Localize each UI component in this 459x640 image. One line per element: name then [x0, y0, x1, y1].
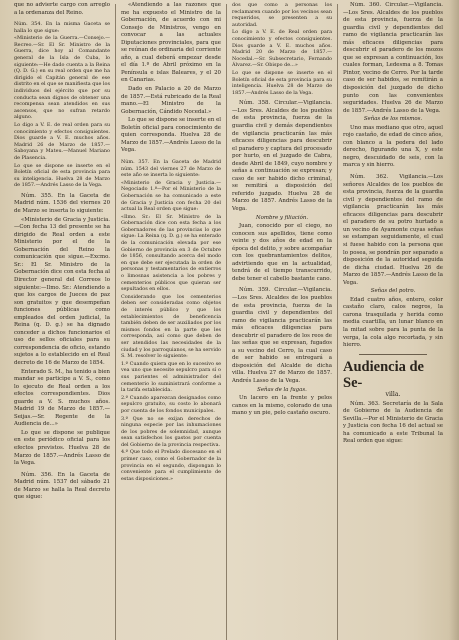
paragraph: Lo digo a V. E. de Real orden para conocimiento y efectos consiguientes. Dios guarde a V. E. muchos años. Madrid 20 de Marzo de 1857.—Nocedal.—Sr. Subsecretario, Fernando Álvarez.—Sr. Obispo de...»	[232, 29, 332, 69]
paragraph: Núm. 357. En la Gaceta de Madrid núm. 1543 del viernes 27 de Marzo de este año se inserta lo siguiente:	[121, 158, 221, 179]
paragraph: 2.º Cuando aparezcan designados como sepulcro gratuito, su costo lo abonará por cuenta de los fondos municipales.	[121, 394, 221, 414]
paragraph: Enterado S. M., ha tenido a bien mandar se participe a V. S., como lo ejecuto de Real orden a los efectos correspondientes. Dios guarde a V. S. muchos años. Madrid 19 de Marzo de 1857.—Seijas.—Sr. Regente de la Audiencia de...»	[14, 368, 110, 428]
paragraph: Juan, conocido por el ciego, no conocen sus apellidos, tiene como veinte y dos años de edad en la época del delito, y sobre acompañar con los quebrantamientos delitos, advirtiendo que en la actualidad, tendrá de el tiempo transcurrido, debe tener el cabello bastante cano.	[232, 223, 332, 282]
paragraph: Núm. 354. En la misma Gaceta se halla lo que sigue:	[14, 21, 110, 34]
paragraph: Señas de la fugas.	[257, 386, 307, 393]
section-divider	[359, 354, 427, 355]
paragraph: Señas de los mismos.	[363, 116, 423, 123]
paragraph: «Ministerio de Gracia y Justicia.—Negociado 1.º—Por el Ministerio de la Gobernación se ha comunicado a este de Gracia y Justicia con fecha 20 del actual la Real orden que sigue:	[121, 179, 221, 213]
paragraph: Núm. 360. Circular.—Vigilancia.—Los Sres. Alcaldes de los pueblos de esta provincia, fuerza de la guardia civil y dependientes del ramo de vigilancia practicarán las más eficaces diligencias para descubrir el paradero de los mozos que se expresan a continuación, los cuales forman, Ledesma a 8. Tomas Pintor, vecino de Cerro. Por la tarde caso de ser habidos, se remitirán a disposición del juzgado de dicho punto con las convenientes seguridades. Huelva 26 de Marzo de 1857.—Andrés Lasso de la Vega.	[343, 2, 443, 114]
paragraph: Considerando que los cementerios deben ser consideradas como objetos de interés público y que los establecimientos de beneficencia también deben de ser auxiliados por los mismos fondos en la parte que les corresponda, así como que deben de ser atendidos las necesidades de la ciudad y los parroquianos, se ha servido S. M. resolver lo siguiente:	[121, 293, 221, 360]
paragraph: que no advierte cargo con arreglo a la ordenanza del Reino.	[14, 2, 110, 16]
page-edge-shadow	[449, 0, 459, 640]
column-4	[343, 2, 443, 640]
paragraph: Núm. 358. Circular.—Vigilancia.—Los Sres. Alcaldes de los pueblos de esta provincia, fuerza de la guardia civil y demás dependientes de vigilancia practicarán las más eficaces diligencias para descubrir el paradero y captura del procesado por hurto, en el juzgado de Cabra, desde Abril de 1849, cuyo nombre y señas a continuación se expresan; y caso de ser habido dicho criminal, se remitirá a disposición del referido juzgado. Huelva 28 de Marzo de 1857. Andrés Lasso de la Vega.	[232, 100, 332, 212]
column-rule	[115, 4, 116, 640]
paragraph: 1.º Cuando quiera que en lo sucesivo se vea uno que necesite sepulcro para sí o sus parientes el administrador del cementerio lo suministrará conforme a la tarifa establecida.	[121, 360, 221, 394]
paragraph: «Ilmo. Sr.: El Sr. Ministro de la Gobernación dice con esta fecha a los Gobernadores de las provincias lo que sigue: La Reina (q. D. g.) se ha enterado de la comunicación elevada por ese Gobierno de provincia en 3 de Octubre de 1856, consultando acerca del modo en que debe ser ejecutada la orden de personas y testamentarios de entierros o limosnas asistencia a los pobres y cementerios públicos que quieran ser sepultados en ellos.	[121, 213, 221, 293]
paragraph: Uno mas mediano que otro, aquel rojo castaño, de edad de cinco años, con blanco a la pedera del lado derecho, figurando una X, y este negro, descuidado de seis, con la marca y sin hierro.	[343, 124, 443, 169]
paragraph: Edad cuatro años, entero, color castaño claro, calos negros, la carona trasquilada y herida como media cuartilla, un lunar blanco en la mitad sobre para la punta de la verga, la cola algo recortada, y sin hierro.	[343, 296, 443, 349]
paragraph: Lo digo a V. E. de real orden para su conocimiento y efectos consiguientes. Dios guarde a V. E. muchos años. Madrid 26 de Marzo de 1857.—Saboyana y Mateu.—Manuel Mariano de Plasencia.	[14, 122, 110, 161]
column-rule	[226, 4, 227, 640]
paragraph: Lo que se dispone se publique en este periódico oficial para los efectos previstos. Huelva 28 de Marzo de 1857.—Andrés Lasso de la Vega.	[14, 429, 110, 467]
paragraph: Lo que se dispone se inserte en el Boletín oficial de esta provincia para su inteligencia. Huelva 28 de Marzo de 1857.—Andrés Lasso de la Vega.	[232, 69, 332, 96]
paragraph: Dado en Palacio a 20 de Marzo de 1857.—Está rubricado de la Real mano.—El Ministro de la Gobernación, Cándido Nocedal.»	[121, 86, 221, 115]
paragraph: «Atendiendo a las razones que me ha expuesto el Ministro de la Gobernación, de acuerdo con mi Consejo de Ministros, vengo en convocar a las actuales Diputaciones provinciales, para que se reúnan de ordinaria del corriente año, a cual deberá empezar desde el día 1.º de Abril próximo en la Península e islas Baleares, y el 20 en Canarias.	[121, 2, 221, 84]
paragraph: Señas del potro.	[370, 288, 416, 295]
paragraph: Núm. 362. Vigilancia.—Los señores Alcaldes de los pueblos de esta provincia, fuerza de la guardia civil y dependientes del ramo de vigilancia practicarán las más eficaces diligencias para descubrir el paradero de su potro hurtado a un vecino de Ayamonte cuyas señas se estampan seguidamente, el cual si fuese habido con la persona que lo posea, se pondrán por separado a disposición de la autoridad seguida de dicha ciudad. Huelva 26 de Marzo de 1857.—Andrés Lasso de la Vega.	[343, 174, 443, 286]
paragraph: Núm. 355. En la Gaceta de Madrid núm. 1536 del viernes 20 de Marzo se inserta lo siguiente:	[14, 192, 110, 215]
paragraph: Núm. 359. Circular.—Vigilancia.—Los Sres. Alcaldes de los pueblos de esta provincia, fuerza de la guardia civil y dependientes del ramo de vigilancia practicarán las más eficaces diligencias para descubrir el paradero de los reos de las señas que se expresan, fugados a su vecino del Cerro, la cual caso de ser habido se entregará a disposición del Alcalde de dicha villa. Huelva 27 de Marzo de 1857. Andrés Lasso de la Vega.	[232, 287, 332, 384]
paragraph: «Ministerio de la Guerra.—Consejo.—Recreo.—Sr. El Sr. Ministro de la Guerra, dice hoy al Comandante general de la Isla de Cuba, lo siguiente:—He dado cuenta a la Reina (Q. D. G.) en su real orden que me ha dirigido el Capitán general de ese distrito en el que se manifiesta que los individuos del ejército que por su conducta sean dignos de obtener una recompensa sean atendidos en sus ascensos, que no sufran retardo alguno.	[14, 35, 110, 121]
paragraph: Núm. 363. Secretaría de la Sala de Gobierno de la Audiencia de Sevilla.—Por el Ministerio de Gracia y Justicia con fecha 16 del actual se ha comunicado a este Tribunal la Real orden que sigue:	[343, 400, 443, 445]
column-rule	[337, 4, 338, 640]
paragraph: Un lacero en la frente y pelos canos en la mismo, colorado de una mano y un pie, pelo castaño oscuro.	[232, 395, 332, 417]
paragraph: Núm. 356. En la Gaceta de Madrid núm. 1537 del sábado 21 de Marzo se halla la Real decreto que sigue:	[14, 471, 110, 501]
paragraph: Lo que se dispone se inserte en el Boletín oficial de esta provincia para su inteligencia. Huelva 28 de Marzo de 1857.—Andrés Lasso de la Vega.	[14, 162, 110, 189]
paragraph: 4.º Que todo el Prelado diocesano en el primer caso, como el Gobernador de la provincia en el segundo, dispongan lo conveniente para el cumplimiento de estas disposiciones.»	[121, 449, 221, 482]
column-1	[14, 2, 110, 640]
paragraph: dos que como a personas los reclamaren cuando por los vecinos sean requeridos, se presenten a su autoridad.	[232, 2, 332, 28]
paragraph: 3.º Que no se exijan derechos de ninguna especie por las inhumaciones de los pobres de solemnidad, aunque sean satisfechos los gastos por cuenta del Gobierno de la provincia respectiva.	[121, 415, 221, 448]
paragraph: «Ministerio de Gracia y Justicia.—Con fecha 13 del presente se ha dirigido de Real orden a este Ministerio por el de la Gobernación del Reino la comunicación que sigue.—Excmo. Sr.: El Sr. Ministro de la Gobernación dice con esta fecha al Director general del Correos lo siguiente:—Ilmo. Sr.: Atendiendo a que los cargos de Jueces de paz son gratuitos y que desempeñan funciones públicas como empleados del orden judicial, la Reina (q. D. g.) se ha dignado conceder a dichos funcionarios el uso de sellos oficiales para su correspondencia de oficio, estando sujetos a lo establecido en el Real decreto de 16 de Marzo de 1854.	[14, 216, 110, 366]
column-3	[232, 2, 332, 640]
section-heading: Audiencia de Se-	[343, 358, 424, 391]
paragraph: Lo que se dispone se inserte en el Boletín oficial para conocimiento de quien corresponda. Huelva 28 de Marzo de 1857.—Andrés Lasso de la Vega.	[121, 117, 221, 154]
paragraph: Nombre y filiación.	[255, 214, 309, 221]
section-heading-continuation: villa.	[385, 390, 401, 398]
column-2	[121, 2, 221, 640]
